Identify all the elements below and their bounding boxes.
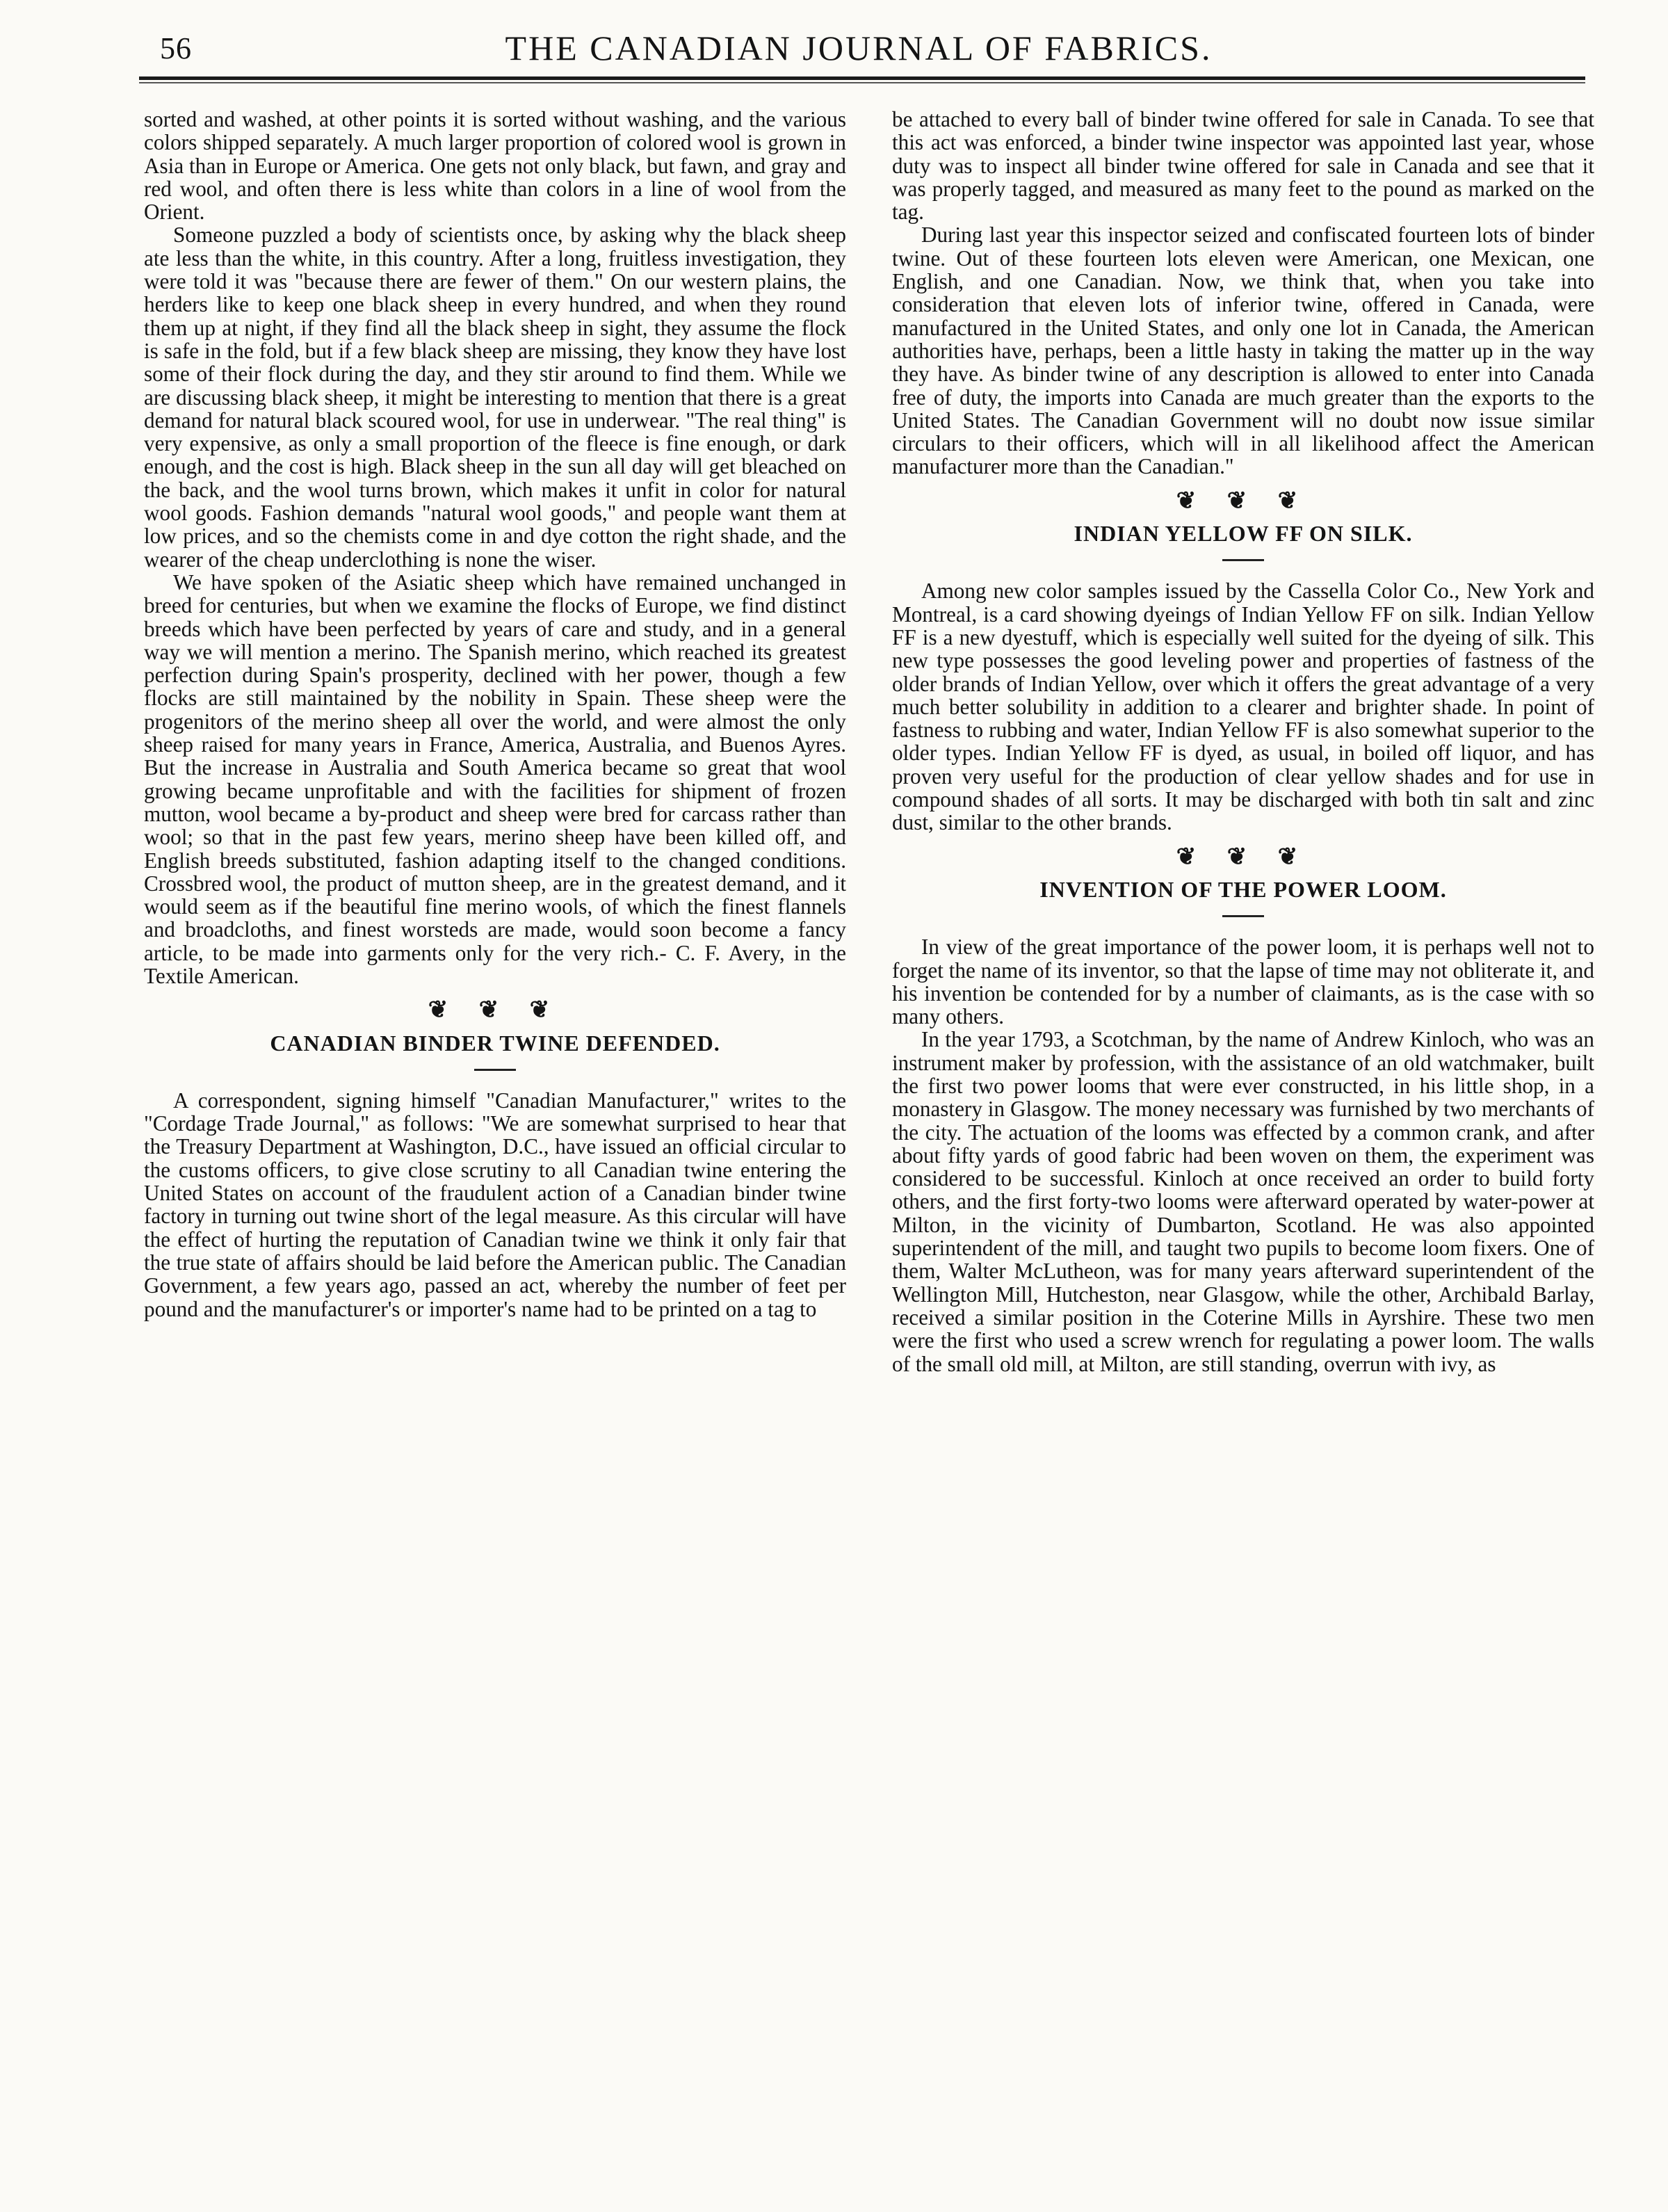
right-paragraph-3: Among new color samples issued by the Cassella Color Co., New York and Montreal, is a card showing dyeings of Indian Yellow FF on silk. Indian Yellow FF is a new dyestuff, which is especially well suited for the dyeing of silk. This new type possesses the good leveling power and properties of fastness of the older brands of Indian Yellow, over which it offers the great advantage of a very much better solubility in addition to a clearer and brighter shade. In point of fastness to rubbing and water, Indian Yellow FF is also somewhat superior to the older types. Indian Yellow FF is dyed, as usual, in boiled off liquor, and has proven very useful for the production of clear yellow shades and for use in compound shades of all sorts. It may be discharged with both tin salt and zinc dust, similar to the other brands. [892, 579, 1594, 835]
article-heading-binder-twine: CANADIAN BINDER TWINE DEFENDED. [270, 1030, 720, 1056]
right-paragraph-2: During last year this inspector seized and confiscated fourteen lots of binder twine. Out of these fourteen lots eleven were American, one Mexican, one English, and one Canadian. Now, we think that, when you take into consideration that eleven lots of inferior twine, offered in Canada, were manufactured in the United States, and only one lot in Canada, the American authorities have, perhaps, been a little hasty in taking the matter up in the way they have. As binder twine of any description is allowed to enter into Canada free of duty, the imports into Canada are much greater than the exports to the United States. The Canadian Government will no doubt now issue similar circulars to their officers, which will in all likelihood affect the American manufacturer more than the Canadian." [892, 223, 1594, 479]
section-ornament: ❦ ❦ ❦ [1176, 487, 1311, 514]
right-paragraph-1: be attached to every ball of binder twine offered for sale in Canada. To see that this act was enforced, a binder twine inspector was appointed last year, whose duty was to inspect all binder twine offered for sale in Canada and see that it was properly tagged, and measured as many feet to the pound as marked on the tag. [892, 107, 1594, 225]
heading-rule [1222, 559, 1264, 561]
right-paragraph-4: In view of the great importance of the power loom, it is perhaps well not to forget the name of its inventor, so that the lapse of time may not obliterate it, and his invention be contended for by a number of claimants, as is the case with so many others. [892, 935, 1594, 1029]
left-paragraph-1: sorted and washed, at other points it is sorted without washing, and the various colors shipped separately. A much larger proportion of colored wool is grown in Asia than in Europe or America. One gets not only black, but fawn, and gray and red wool, and often there is less white than colors in a line of wool from the Orient. [144, 107, 846, 225]
page-header [139, 25, 1578, 74]
left-paragraph-4: A correspondent, signing himself "Canadian Manufacturer," writes to the "Cordage Trade Journal," as follows: "We are somewhat surprised to hear that the Treasury Department at Washington, D.C., have issued an official circular to the customs officers, to give close scrutiny to all Canadian twine entering the United States on account of the fraudulent action of a Canadian binder twine factory in turning out twine short of the legal measure. As this circular will have the effect of hurting the reputation of Canadian twine we think it only fair that the true state of affairs should be laid before the American public. The Canadian Government, a few years ago, passed an act, whereby the number of feet per pound and the manufacturer's or importer's name had to be printed on a tag to [144, 1088, 846, 1321]
section-ornament: ❦ ❦ ❦ [428, 997, 562, 1024]
page-number: 56 [160, 31, 192, 65]
article-heading-power-loom: INVENTION OF THE POWER LOOM. [1039, 876, 1447, 902]
right-paragraph-5: In the year 1793, a Scotchman, by the name of Andrew Kinloch, who was an instrument maker by profession, with the assistance of an old watchmaker, built the first two power looms that were ever constructed, in his little shop, in a monastery in Glasgow. The money necessary was furnished by two merchants of the city. The actuation of the looms was effected by a common crank, and after about fifty yards of good fabric had been woven on them, the experiment was considered to be successful. Kinloch at once received an order to build forty others, and the first forty-two looms were afterward operated by water-power at Milton, in the vicinity of Dumbarton, Scotland. He was also appointed superintendent of the mill, and taught two pupils to become loom fixers. One of them, Walter McLutheon, was for many years afterward superintendent of the Wellington Mill, Hutcheston, near Glasgow, while the other, Archibald Barlay, received a similar position in the Coterine Mills in Ayrshire. These two men were the first who used a screw wrench for regulating a power loom. The walls of the small old mill, at Milton, are still standing, overrun with ivy, as [892, 1027, 1594, 1376]
heading-rule [474, 1069, 516, 1071]
left-paragraph-2: Someone puzzled a body of scientists once, by asking why the black sheep ate less than the white, in this country. After a long, fruitless investigation, they were told it was "because there are fewer of them." On our western plains, the herders like to keep one black sheep in every hundred, and when they round them up at night, if they find all the black sheep in sight, they assume the flock is safe in the fold, but if a few black sheep are missing, they know they have lost some of their flock during the day, and they stir around to find them. While we are discussing black sheep, it might be interesting to mention that there is a great demand for natural black scoured wool, for use in underwear. "The real thing" is very expensive, as only a small proportion of the fleece is fine enough, or dark enough, and the cost is high. Black sheep in the sun all day will get bleached on the back, and the wool turns brown, which makes it unfit in color for natural wool goods. Fashion demands "natural wool goods," and people want them at low prices, and so the chemists come in and dye cotton the right shade, and the wearer of the cheap underclothing is none the wiser. [144, 223, 846, 572]
journal-title: THE CANADIAN JOURNAL OF FABRICS. [505, 29, 1213, 67]
left-column [144, 108, 846, 1321]
header-rule [139, 76, 1585, 80]
heading-rule [1222, 915, 1264, 917]
left-paragraph-3: We have spoken of the Asiatic sheep which have remained unchanged in breed for centuries, but when we examine the flocks of Europe, we find distinct breeds which have been perfected by years of care and study, and in a general way we will mention a merino. The Spanish merino, which reached its greatest perfection during Spain's prosperity, declined with her power, though a few flocks are still maintained by the nobility in Spain. These sheep were the progenitors of the merino sheep all over the world, and were almost the only sheep raised for many years in France, America, Australia, and Buenos Ayres. But the increase in Australia and South America became so great that wool growing became unprofitable and with the facilities for shipment of frozen mutton, wool became a by-product and sheep were bred for carcass rather than wool; so that in the past few years, merino sheep have been killed off, and English breeds substituted, fashion adapting itself to the changed conditions. Crossbred wool, the product of mutton sheep, are in the greatest demand, and it would seem as if the beautiful fine merino wools, of which the finest flannels and broadcloths, and finest worsteds are made, would soon become a fancy article, to be made into garments only for the very rich.- C. F. Avery, in the Textile American. [144, 570, 846, 988]
article-heading-indian-yellow: INDIAN YELLOW FF ON SILK. [1074, 521, 1413, 547]
right-column [892, 108, 1594, 1375]
section-ornament: ❦ ❦ ❦ [1176, 843, 1311, 870]
header-rule-thin [139, 82, 1585, 83]
